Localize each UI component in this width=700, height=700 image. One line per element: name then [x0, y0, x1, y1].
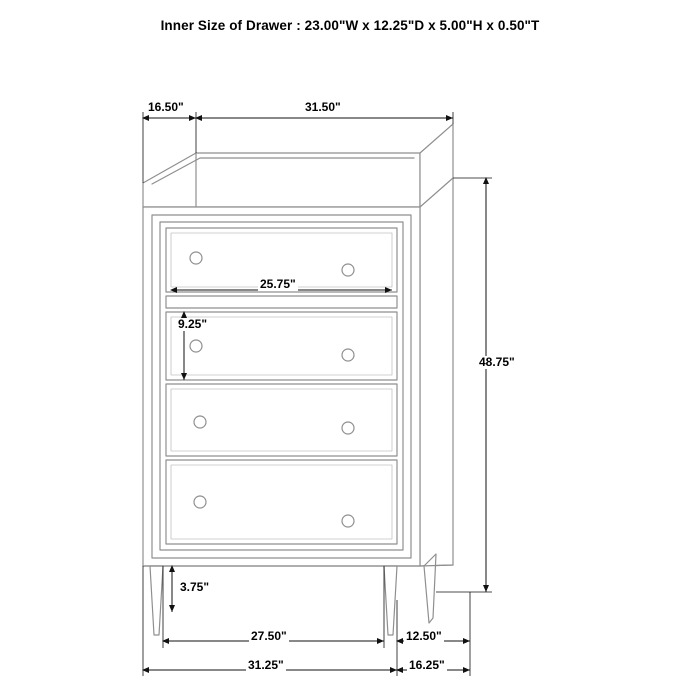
dimension-label-base-width: 31.25" [248, 658, 284, 672]
page-title: Inner Size of Drawer : 23.00"W x 12.25"D x 5.00"H x 0.50"T [160, 18, 540, 33]
dimension-label-drawer-front-height: 9.25" [178, 317, 208, 331]
dimension-label-depth-top: 16.50" [148, 100, 184, 114]
dimension-label-drawer-front-width: 25.75" [260, 277, 296, 291]
dimension-label-leg-height: 3.75" [180, 580, 210, 594]
dimension-label-width-top: 31.50" [305, 100, 341, 114]
dimension-label-base-depth: 16.25" [409, 658, 445, 672]
dimension-label-height-total: 48.75" [479, 355, 515, 369]
dimension-label-base-inner-width: 27.50" [251, 629, 287, 643]
dimension-label-base-depth-inner: 12.50" [406, 629, 442, 643]
